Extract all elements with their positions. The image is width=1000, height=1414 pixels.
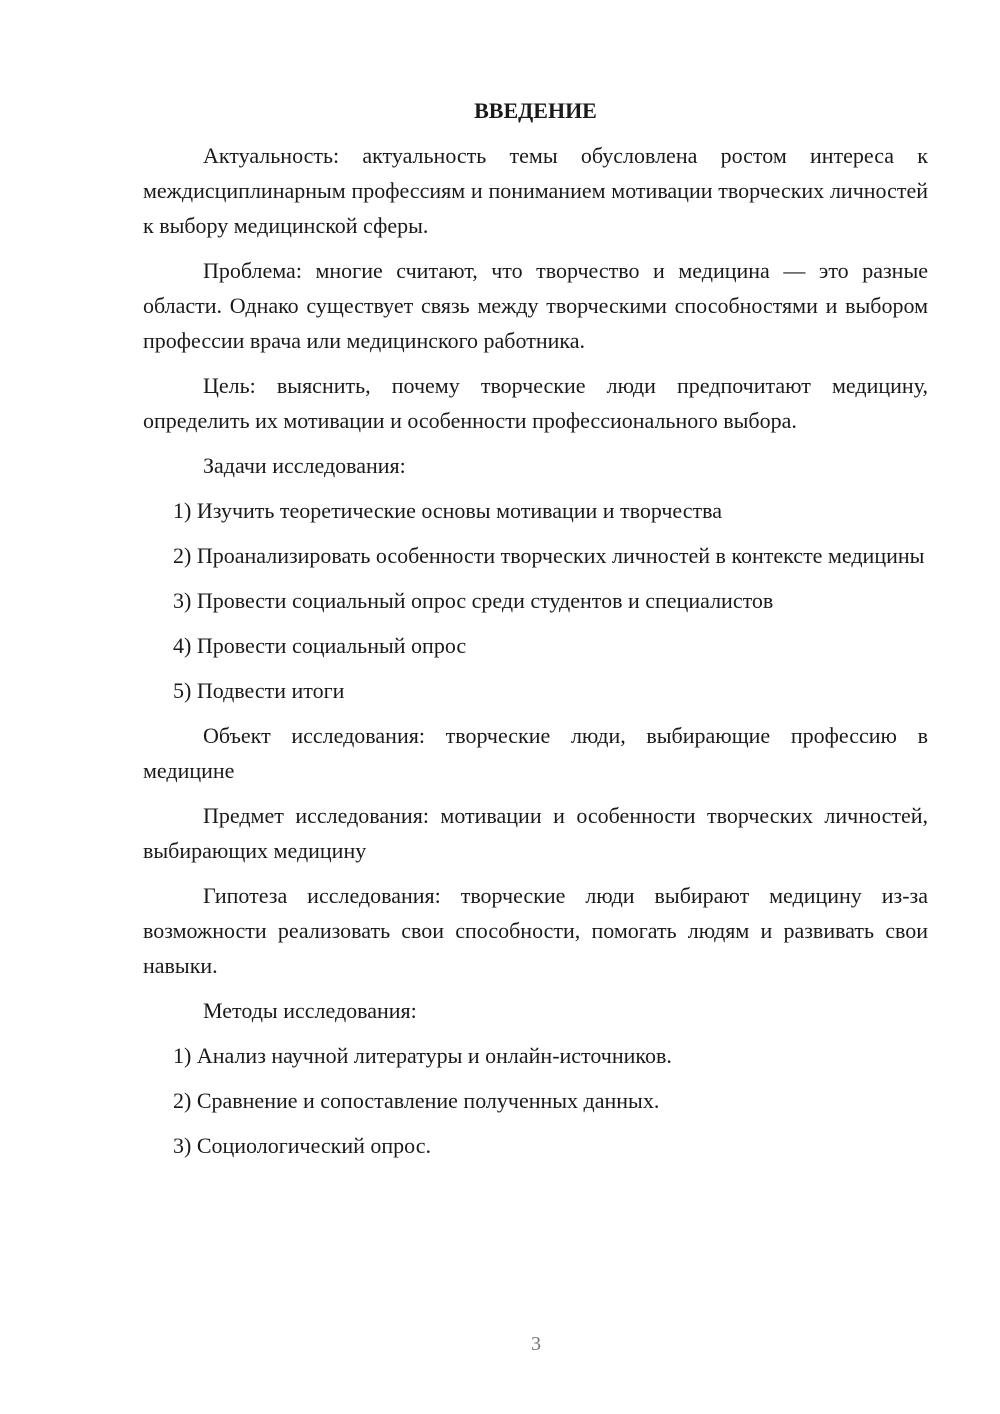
problem-paragraph: Проблема: многие считают, что творчество и медицина — это разные области. Однако существует связь между творческими способностями и выбором профессии врача или медицинского работника. [143, 258, 928, 353]
task-item-5: 5) Подвести итоги [173, 678, 345, 703]
method-item-3: 3) Социологический опрос. [173, 1133, 431, 1158]
page-number: 3 [531, 1333, 541, 1355]
methods-heading: Методы исследования: [203, 998, 417, 1023]
method-item-2: 2) Сравнение и сопоставление полученных данных. [173, 1088, 660, 1113]
document-body [143, 96, 928, 1173]
method-item-1: 1) Анализ научной литературы и онлайн-источников. [173, 1043, 672, 1068]
tasks-heading: Задачи исследования: [203, 453, 406, 478]
page-title: ВВЕДЕНИЕ [474, 98, 597, 123]
subject-paragraph: Предмет исследования: мотивации и особенности творческих личностей, выбирающих медицину [143, 803, 928, 863]
task-item-4: 4) Провести социальный опрос [173, 633, 467, 658]
relevance-paragraph: Актуальность: актуальность темы обусловлена ростом интереса к междисциплинарным профессиям и пониманием мотивации творческих личностей к выбору медицинской сферы. [143, 143, 928, 238]
task-item-2: 2) Проанализировать особенности творческих личностей в контексте медицины [173, 543, 925, 568]
task-item-3: 3) Провести социальный опрос среди студентов и специалистов [173, 588, 774, 613]
object-paragraph: Объект исследования: творческие люди, выбирающие профессию в медицине [143, 723, 928, 783]
hypothesis-paragraph: Гипотеза исследования: творческие люди выбирают медицину из-за возможности реализовать свои способности, помогать людям и развивать свои навыки. [143, 883, 928, 978]
task-item-1: 1) Изучить теоретические основы мотивации и творчества [173, 498, 722, 523]
goal-paragraph: Цель: выяснить, почему творческие люди предпочитают медицину, определить их мотивации и особенности профессионального выбора. [143, 373, 928, 433]
